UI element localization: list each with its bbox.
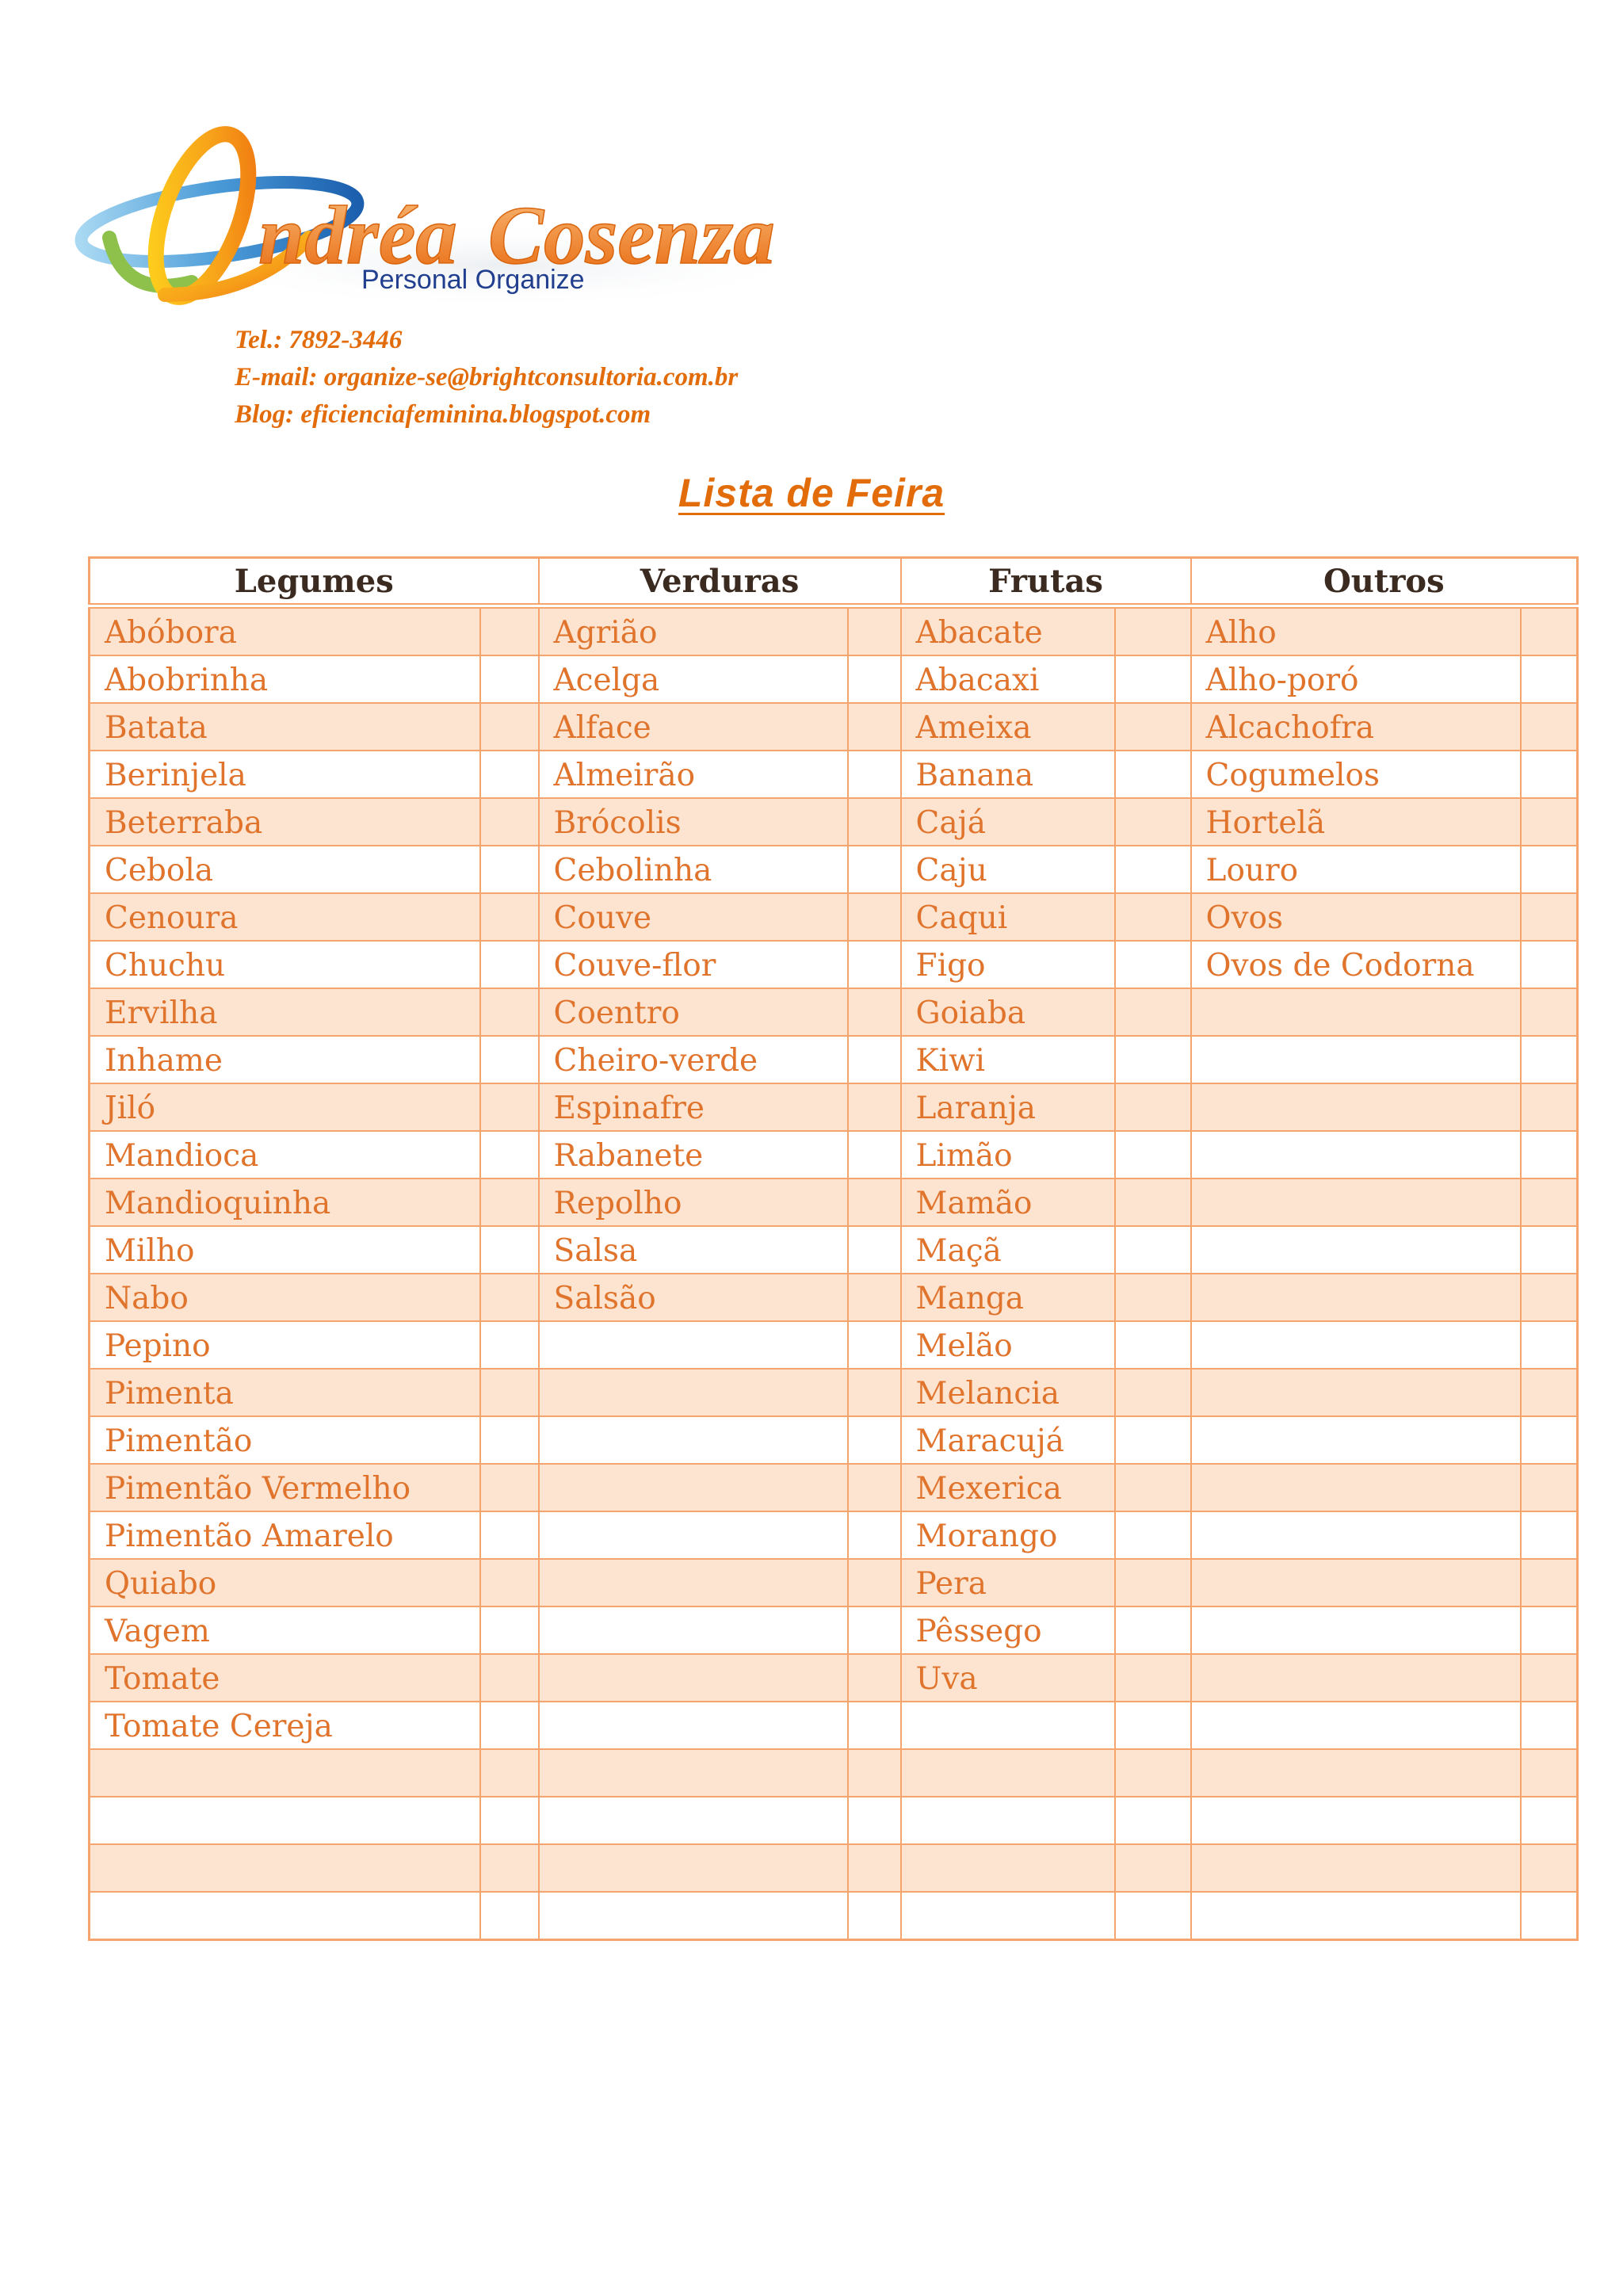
frutas-item: Kiwi <box>901 1036 1115 1083</box>
legumes-item <box>90 1892 480 1940</box>
verduras-item: Rabanete <box>539 1131 848 1179</box>
frutas-item: Abacate <box>901 606 1115 656</box>
verduras-item <box>539 1511 848 1559</box>
header-frutas: Frutas <box>901 558 1191 606</box>
table-row <box>90 606 1578 656</box>
verduras-item <box>539 1702 848 1749</box>
legumes-item: Mandioquinha <box>90 1179 480 1226</box>
header-outros: Outros <box>1191 558 1578 606</box>
outros-check-cell <box>1521 1131 1578 1179</box>
legumes-check-cell <box>480 941 539 988</box>
header-legumes: Legumes <box>90 558 539 606</box>
verduras-item <box>539 1797 848 1844</box>
table-body <box>90 606 1578 1940</box>
verduras-check-cell <box>848 1321 901 1369</box>
frutas-check-cell <box>1115 1702 1191 1749</box>
table-row <box>90 1369 1578 1416</box>
verduras-check-cell <box>848 1749 901 1797</box>
legumes-item: Pepino <box>90 1321 480 1369</box>
outros-item <box>1191 1559 1521 1606</box>
outros-item: Cogumelos <box>1191 751 1521 798</box>
verduras-check-cell <box>848 1559 901 1606</box>
frutas-check-cell <box>1115 1226 1191 1274</box>
frutas-check-cell <box>1115 1654 1191 1702</box>
frutas-item <box>901 1797 1115 1844</box>
verduras-check-cell <box>848 1654 901 1702</box>
outros-item: Alho <box>1191 606 1521 656</box>
legumes-check-cell <box>480 1416 539 1464</box>
legumes-item: Tomate <box>90 1654 480 1702</box>
verduras-check-cell <box>848 1179 901 1226</box>
legumes-item <box>90 1749 480 1797</box>
frutas-check-cell <box>1115 1749 1191 1797</box>
table-row <box>90 1274 1578 1321</box>
legumes-check-cell <box>480 1464 539 1511</box>
outros-item <box>1191 1797 1521 1844</box>
frutas-item: Pera <box>901 1559 1115 1606</box>
legumes-item <box>90 1797 480 1844</box>
verduras-item: Cheiro-verde <box>539 1036 848 1083</box>
frutas-check-cell <box>1115 988 1191 1036</box>
table-row <box>90 1179 1578 1226</box>
outros-check-cell <box>1521 606 1578 656</box>
outros-item <box>1191 1274 1521 1321</box>
legumes-check-cell <box>480 1844 539 1892</box>
table-row <box>90 655 1578 703</box>
outros-check-cell <box>1521 1654 1578 1702</box>
verduras-item: Acelga <box>539 655 848 703</box>
outros-check-cell <box>1521 1606 1578 1654</box>
header-verduras: Verduras <box>539 558 901 606</box>
frutas-check-cell <box>1115 798 1191 846</box>
frutas-item: Melancia <box>901 1369 1115 1416</box>
outros-item <box>1191 1321 1521 1369</box>
verduras-check-cell <box>848 1606 901 1654</box>
table-row <box>90 703 1578 751</box>
frutas-check-cell <box>1115 1131 1191 1179</box>
legumes-item: Tomate Cereja <box>90 1702 480 1749</box>
outros-check-cell <box>1521 941 1578 988</box>
legumes-check-cell <box>480 1179 539 1226</box>
frutas-check-cell <box>1115 1416 1191 1464</box>
frutas-item: Maracujá <box>901 1416 1115 1464</box>
verduras-check-cell <box>848 703 901 751</box>
frutas-item: Banana <box>901 751 1115 798</box>
outros-item <box>1191 1749 1521 1797</box>
verduras-check-cell <box>848 893 901 941</box>
verduras-check-cell <box>848 1131 901 1179</box>
verduras-check-cell <box>848 1226 901 1274</box>
outros-check-cell <box>1521 751 1578 798</box>
verduras-item <box>539 1749 848 1797</box>
frutas-item: Melão <box>901 1321 1115 1369</box>
frutas-check-cell <box>1115 1179 1191 1226</box>
table-row <box>90 1131 1578 1179</box>
legumes-check-cell <box>480 1606 539 1654</box>
legumes-check-cell <box>480 1321 539 1369</box>
table-row <box>90 1797 1578 1844</box>
frutas-item: Goiaba <box>901 988 1115 1036</box>
verduras-check-cell <box>848 1892 901 1940</box>
frutas-item: Pêssego <box>901 1606 1115 1654</box>
outros-check-cell <box>1521 1416 1578 1464</box>
legumes-item: Cebola <box>90 846 480 893</box>
logo-name-first: ndréa <box>258 189 457 281</box>
legumes-check-cell <box>480 1702 539 1749</box>
shopping-list-table <box>88 556 1579 1941</box>
legumes-check-cell <box>480 846 539 893</box>
legumes-check-cell <box>480 1797 539 1844</box>
verduras-item <box>539 1321 848 1369</box>
frutas-item: Abacaxi <box>901 655 1115 703</box>
outros-item <box>1191 988 1521 1036</box>
frutas-item <box>901 1702 1115 1749</box>
contact-block <box>235 322 738 434</box>
verduras-item: Salsão <box>539 1274 848 1321</box>
table-row <box>90 1844 1578 1892</box>
verduras-item: Salsa <box>539 1226 848 1274</box>
legumes-check-cell <box>480 988 539 1036</box>
frutas-item <box>901 1892 1115 1940</box>
verduras-check-cell <box>848 1083 901 1131</box>
table-row <box>90 941 1578 988</box>
legumes-check-cell <box>480 798 539 846</box>
legumes-item: Ervilha <box>90 988 480 1036</box>
outros-item <box>1191 1511 1521 1559</box>
verduras-item: Coentro <box>539 988 848 1036</box>
outros-item <box>1191 1464 1521 1511</box>
legumes-check-cell <box>480 893 539 941</box>
table-row <box>90 1464 1578 1511</box>
table-row <box>90 1702 1578 1749</box>
frutas-item: Maçã <box>901 1226 1115 1274</box>
contact-phone: Tel.: 7892-3446 <box>235 326 403 354</box>
legumes-item: Pimenta <box>90 1369 480 1416</box>
frutas-item <box>901 1844 1115 1892</box>
legumes-item: Vagem <box>90 1606 480 1654</box>
verduras-item <box>539 1606 848 1654</box>
legumes-check-cell <box>480 1892 539 1940</box>
verduras-item: Brócolis <box>539 798 848 846</box>
outros-item: Alcachofra <box>1191 703 1521 751</box>
legumes-check-cell <box>480 1274 539 1321</box>
outros-item: Hortelã <box>1191 798 1521 846</box>
table-row <box>90 1511 1578 1559</box>
table-row <box>90 988 1578 1036</box>
outros-item: Ovos de Codorna <box>1191 941 1521 988</box>
table-row <box>90 751 1578 798</box>
table-row <box>90 1892 1578 1940</box>
table-row <box>90 1226 1578 1274</box>
outros-check-cell <box>1521 893 1578 941</box>
outros-check-cell <box>1521 1274 1578 1321</box>
outros-item <box>1191 1226 1521 1274</box>
frutas-item: Caju <box>901 846 1115 893</box>
legumes-check-cell <box>480 1559 539 1606</box>
legumes-check-cell <box>480 1083 539 1131</box>
legumes-item: Beterraba <box>90 798 480 846</box>
legumes-item: Batata <box>90 703 480 751</box>
table-row <box>90 1654 1578 1702</box>
frutas-check-cell <box>1115 1321 1191 1369</box>
legumes-check-cell <box>480 1369 539 1416</box>
verduras-check-cell <box>848 1797 901 1844</box>
frutas-check-cell <box>1115 703 1191 751</box>
outros-check-cell <box>1521 988 1578 1036</box>
outros-check-cell <box>1521 798 1578 846</box>
legumes-item <box>90 1844 480 1892</box>
outros-check-cell <box>1521 703 1578 751</box>
verduras-item: Couve-flor <box>539 941 848 988</box>
verduras-check-cell <box>848 1464 901 1511</box>
verduras-check-cell <box>848 798 901 846</box>
verduras-item <box>539 1654 848 1702</box>
frutas-item: Uva <box>901 1654 1115 1702</box>
contact-email: E-mail: organize-se@brightconsultoria.com.br <box>235 363 739 392</box>
legumes-item: Nabo <box>90 1274 480 1321</box>
outros-item: Alho-poró <box>1191 655 1521 703</box>
frutas-item: Figo <box>901 941 1115 988</box>
frutas-item <box>901 1749 1115 1797</box>
frutas-item: Caqui <box>901 893 1115 941</box>
outros-check-cell <box>1521 1179 1578 1226</box>
outros-check-cell <box>1521 1511 1578 1559</box>
outros-check-cell <box>1521 1369 1578 1416</box>
verduras-check-cell <box>848 1702 901 1749</box>
frutas-check-cell <box>1115 751 1191 798</box>
legumes-check-cell <box>480 606 539 656</box>
legumes-item: Quiabo <box>90 1559 480 1606</box>
outros-check-cell <box>1521 1559 1578 1606</box>
logo-name-last: Cosenza <box>488 189 775 281</box>
legumes-check-cell <box>480 703 539 751</box>
verduras-check-cell <box>848 606 901 656</box>
frutas-check-cell <box>1115 1844 1191 1892</box>
verduras-item: Alface <box>539 703 848 751</box>
verduras-item: Almeirão <box>539 751 848 798</box>
outros-item <box>1191 1369 1521 1416</box>
contact-blog: Blog: eficienciafeminina.blogspot.com <box>235 400 651 429</box>
verduras-check-cell <box>848 1416 901 1464</box>
legumes-item: Cenoura <box>90 893 480 941</box>
frutas-check-cell <box>1115 1369 1191 1416</box>
table-row <box>90 798 1578 846</box>
frutas-check-cell <box>1115 1036 1191 1083</box>
verduras-item <box>539 1892 848 1940</box>
outros-item <box>1191 1606 1521 1654</box>
outros-item <box>1191 1416 1521 1464</box>
legumes-check-cell <box>480 655 539 703</box>
legumes-item: Abóbora <box>90 606 480 656</box>
frutas-check-cell <box>1115 606 1191 656</box>
table-row <box>90 1416 1578 1464</box>
outros-item <box>1191 1892 1521 1940</box>
verduras-item: Repolho <box>539 1179 848 1226</box>
frutas-check-cell <box>1115 1274 1191 1321</box>
table-header <box>90 558 1578 606</box>
outros-item: Ovos <box>1191 893 1521 941</box>
outros-check-cell <box>1521 1226 1578 1274</box>
outros-check-cell <box>1521 1749 1578 1797</box>
verduras-check-cell <box>848 846 901 893</box>
frutas-check-cell <box>1115 655 1191 703</box>
legumes-item: Pimentão Vermelho <box>90 1464 480 1511</box>
outros-check-cell <box>1521 1321 1578 1369</box>
outros-item <box>1191 1083 1521 1131</box>
frutas-check-cell <box>1115 1606 1191 1654</box>
outros-item <box>1191 1702 1521 1749</box>
table-row <box>90 1083 1578 1131</box>
verduras-item <box>539 1369 848 1416</box>
legumes-check-cell <box>480 1749 539 1797</box>
verduras-check-cell <box>848 988 901 1036</box>
table-row <box>90 846 1578 893</box>
outros-check-cell <box>1521 655 1578 703</box>
verduras-item: Agrião <box>539 606 848 656</box>
verduras-check-cell <box>848 751 901 798</box>
header-row <box>90 558 1578 606</box>
frutas-check-cell <box>1115 1083 1191 1131</box>
verduras-item: Couve <box>539 893 848 941</box>
verduras-check-cell <box>848 1274 901 1321</box>
legumes-item: Mandioca <box>90 1131 480 1179</box>
frutas-check-cell <box>1115 846 1191 893</box>
outros-item <box>1191 1036 1521 1083</box>
legumes-check-cell <box>480 1131 539 1179</box>
frutas-check-cell <box>1115 1797 1191 1844</box>
frutas-item: Mexerica <box>901 1464 1115 1511</box>
outros-check-cell <box>1521 1464 1578 1511</box>
outros-item <box>1191 1179 1521 1226</box>
legumes-item: Jiló <box>90 1083 480 1131</box>
frutas-item: Mamão <box>901 1179 1115 1226</box>
verduras-item <box>539 1416 848 1464</box>
legumes-check-cell <box>480 1511 539 1559</box>
table-row <box>90 1749 1578 1797</box>
verduras-item <box>539 1464 848 1511</box>
verduras-check-cell <box>848 655 901 703</box>
legumes-check-cell <box>480 1654 539 1702</box>
frutas-check-cell <box>1115 1511 1191 1559</box>
verduras-check-cell <box>848 1844 901 1892</box>
table-row <box>90 1606 1578 1654</box>
verduras-check-cell <box>848 1511 901 1559</box>
table-row <box>90 1321 1578 1369</box>
frutas-check-cell <box>1115 1892 1191 1940</box>
legumes-check-cell <box>480 751 539 798</box>
legumes-item: Chuchu <box>90 941 480 988</box>
legumes-item: Pimentão <box>90 1416 480 1464</box>
table-row <box>90 893 1578 941</box>
frutas-check-cell <box>1115 893 1191 941</box>
frutas-check-cell <box>1115 941 1191 988</box>
frutas-check-cell <box>1115 1464 1191 1511</box>
legumes-item: Inhame <box>90 1036 480 1083</box>
legumes-check-cell <box>480 1226 539 1274</box>
verduras-item: Espinafre <box>539 1083 848 1131</box>
outros-item <box>1191 1654 1521 1702</box>
frutas-item: Cajá <box>901 798 1115 846</box>
legumes-item: Pimentão Amarelo <box>90 1511 480 1559</box>
legumes-item: Milho <box>90 1226 480 1274</box>
outros-check-cell <box>1521 1036 1578 1083</box>
verduras-check-cell <box>848 941 901 988</box>
logo-tagline: Personal Organize <box>361 265 585 295</box>
page-title: Lista de Feira <box>678 471 945 515</box>
outros-item <box>1191 1131 1521 1179</box>
legumes-check-cell <box>480 1036 539 1083</box>
outros-item <box>1191 1844 1521 1892</box>
frutas-check-cell <box>1115 1559 1191 1606</box>
outros-item: Louro <box>1191 846 1521 893</box>
verduras-item <box>539 1559 848 1606</box>
frutas-item: Morango <box>901 1511 1115 1559</box>
legumes-item: Berinjela <box>90 751 480 798</box>
logo <box>71 119 800 309</box>
outros-check-cell <box>1521 1844 1578 1892</box>
legumes-item: Abobrinha <box>90 655 480 703</box>
verduras-item <box>539 1844 848 1892</box>
frutas-item: Limão <box>901 1131 1115 1179</box>
table-row <box>90 1559 1578 1606</box>
frutas-item: Laranja <box>901 1083 1115 1131</box>
verduras-item: Cebolinha <box>539 846 848 893</box>
outros-check-cell <box>1521 1797 1578 1844</box>
frutas-item: Ameixa <box>901 703 1115 751</box>
outros-check-cell <box>1521 1892 1578 1940</box>
frutas-item: Manga <box>901 1274 1115 1321</box>
outros-check-cell <box>1521 1702 1578 1749</box>
verduras-check-cell <box>848 1369 901 1416</box>
verduras-check-cell <box>848 1036 901 1083</box>
outros-check-cell <box>1521 1083 1578 1131</box>
outros-check-cell <box>1521 846 1578 893</box>
table-row <box>90 1036 1578 1083</box>
